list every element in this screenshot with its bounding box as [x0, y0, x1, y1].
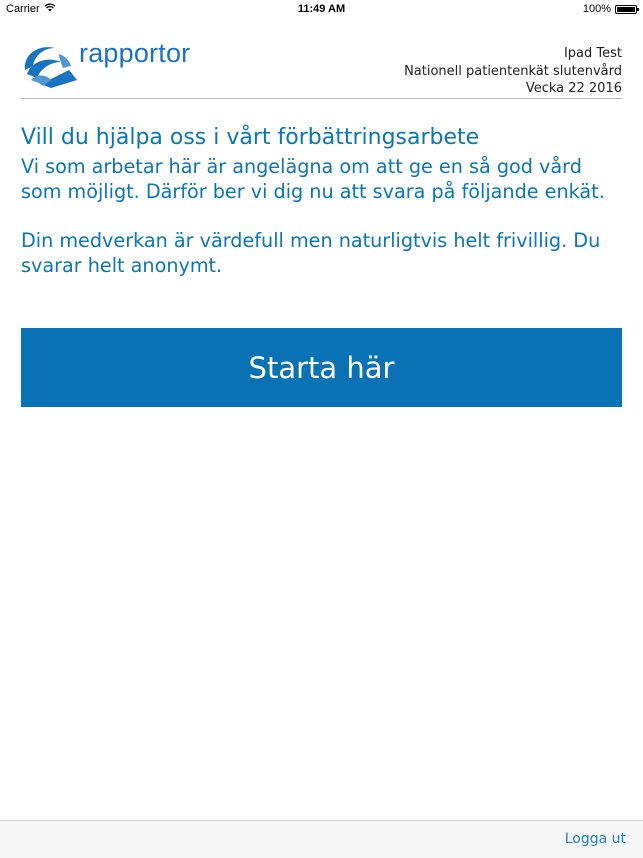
anonymity-paragraph: Din medverkan är värdefull men naturligtvis helt frivillig. Du svarar helt anonymt. — [21, 229, 601, 277]
status-bar — [0, 0, 643, 20]
logo-text: rapportor — [79, 38, 191, 68]
intro-paragraph: Vi som arbetar här är angelägna om att ge en så god vård som möjligt. Därför ber vi dig nu att svara på följande enkät. — [21, 155, 605, 203]
battery-percent: 100% — [582, 3, 611, 15]
status-time: 11:49 AM — [297, 3, 346, 15]
carrier-label: Carrier — [6, 3, 40, 15]
start-button[interactable]: Starta här — [21, 328, 622, 407]
survey-name: Nationell patientenkät slutenvård — [404, 63, 622, 79]
header — [21, 34, 622, 99]
logout-link[interactable]: Logga ut — [564, 831, 626, 847]
status-right — [583, 3, 637, 15]
user-name: Ipad Test — [563, 46, 622, 61]
page-title: Vill du hjälpa oss i vårt förbättringsarbete — [21, 125, 480, 150]
rapportor-logo-icon — [21, 40, 77, 92]
footer-bar — [0, 820, 643, 858]
header-meta — [404, 45, 622, 98]
battery-icon — [615, 5, 637, 14]
intro-content — [21, 124, 622, 278]
logo — [21, 40, 190, 92]
survey-week: Vecka 22 2016 — [525, 81, 622, 96]
